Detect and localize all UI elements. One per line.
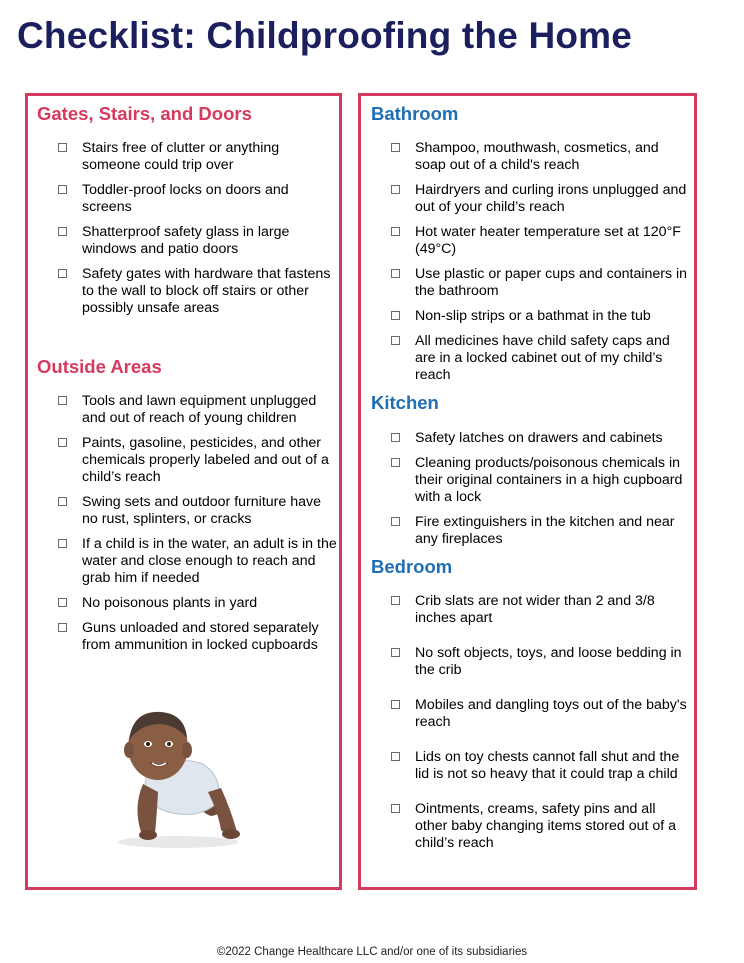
- checkbox-icon[interactable]: [391, 648, 400, 657]
- heading-bathroom: Bathroom: [371, 103, 459, 124]
- checklist-item: No soft objects, toys, and loose bedding in the crib: [391, 645, 691, 679]
- checklist-item: Swing sets and outdoor furniture have no rust, splinters, or cracks: [58, 494, 338, 528]
- checklist-item: Safety latches on drawers and cabinets: [391, 430, 691, 447]
- checklist-item: Non-slip strips or a bathmat in the tub: [391, 308, 691, 325]
- checklist-item: Paints, gasoline, pesticides, and other chemicals properly labeled and out of a child’s reach: [58, 435, 338, 486]
- bedroom-checklist: [391, 593, 691, 852]
- page-title: Checklist: Childproofing the Home: [17, 15, 633, 56]
- checkbox-icon[interactable]: [391, 311, 400, 320]
- checklist-item: Hot water heater temperature set at 120°F (49°C): [391, 224, 691, 258]
- bathroom-checklist: [391, 140, 691, 384]
- checklist-item: Ointments, creams, safety pins and all other baby changing items stored out of a child’s reach: [391, 801, 691, 852]
- checkbox-icon[interactable]: [58, 396, 67, 405]
- checklist-item: Lids on toy chests cannot fall shut and the lid is not so heavy that it could trap a child: [391, 749, 691, 783]
- checklist-item: All medicines have child safety caps and are in a locked cabinet out of my child’s reach: [391, 333, 691, 384]
- checkbox-icon[interactable]: [58, 539, 67, 548]
- checkbox-icon[interactable]: [58, 185, 67, 194]
- checklist-item: Shatterproof safety glass in large windows and patio doors: [58, 224, 338, 258]
- copyright-footer: ©2022 Change Healthcare LLC and/or one of its subsidiaries: [216, 946, 528, 958]
- checkbox-icon[interactable]: [391, 336, 400, 345]
- checklist-item: Toddler-proof locks on doors and screens: [58, 182, 338, 216]
- right-checklist-panel: [358, 93, 697, 890]
- heading-kitchen: Kitchen: [371, 392, 439, 413]
- heading-outside-areas: Outside Areas: [37, 356, 162, 377]
- checkbox-icon[interactable]: [58, 623, 67, 632]
- checkbox-icon[interactable]: [391, 596, 400, 605]
- checkbox-icon[interactable]: [58, 227, 67, 236]
- checkbox-icon[interactable]: [58, 269, 67, 278]
- checkbox-icon[interactable]: [391, 433, 400, 442]
- checkbox-icon[interactable]: [391, 185, 400, 194]
- crawling-baby-photo: [103, 692, 253, 852]
- checklist-item: Cleaning products/poisonous chemicals in their original containers in a high cupboard with a lock: [391, 455, 691, 506]
- checklist-item: Stairs free of clutter or anything someone could trip over: [58, 140, 338, 174]
- checklist-item: Guns unloaded and stored separately from ammunition in locked cupboards: [58, 620, 338, 654]
- checkbox-icon[interactable]: [391, 143, 400, 152]
- checkbox-icon[interactable]: [58, 598, 67, 607]
- checkbox-icon[interactable]: [58, 497, 67, 506]
- heading-gates-stairs-doors: Gates, Stairs, and Doors: [37, 103, 252, 124]
- checklist-item: Fire extinguishers in the kitchen and near any fireplaces: [391, 514, 691, 548]
- gates-checklist: [58, 140, 338, 317]
- checkbox-icon[interactable]: [391, 517, 400, 526]
- kitchen-checklist: [391, 430, 691, 548]
- outside-checklist: [58, 393, 338, 654]
- checklist-item: Use plastic or paper cups and containers in the bathroom: [391, 266, 691, 300]
- heading-bedroom: Bedroom: [371, 556, 453, 577]
- checklist-item: Tools and lawn equipment unplugged and out of reach of young children: [58, 393, 338, 427]
- checkbox-icon[interactable]: [391, 269, 400, 278]
- checklist-item: Mobiles and dangling toys out of the baby's reach: [391, 697, 691, 731]
- checkbox-icon[interactable]: [391, 227, 400, 236]
- checkbox-icon[interactable]: [391, 804, 400, 813]
- checklist-item: Hairdryers and curling irons unplugged and out of your child’s reach: [391, 182, 691, 216]
- checklist-item: If a child is in the water, an adult is in the water and close enough to reach and grab him if needed: [58, 536, 338, 587]
- checkbox-icon[interactable]: [391, 700, 400, 709]
- checklist-item: Safety gates with hardware that fastens to the wall to block off stairs or other possibly unsafe areas: [58, 266, 338, 317]
- checklist-item: Crib slats are not wider than 2 and 3/8 inches apart: [391, 593, 691, 627]
- checklist-item: No poisonous plants in yard: [58, 595, 338, 612]
- checkbox-icon[interactable]: [391, 458, 400, 467]
- checkbox-icon[interactable]: [391, 752, 400, 761]
- checkbox-icon[interactable]: [58, 438, 67, 447]
- checkbox-icon[interactable]: [58, 143, 67, 152]
- left-checklist-panel: [25, 93, 342, 890]
- checklist-item: Shampoo, mouthwash, cosmetics, and soap out of a child's reach: [391, 140, 691, 174]
